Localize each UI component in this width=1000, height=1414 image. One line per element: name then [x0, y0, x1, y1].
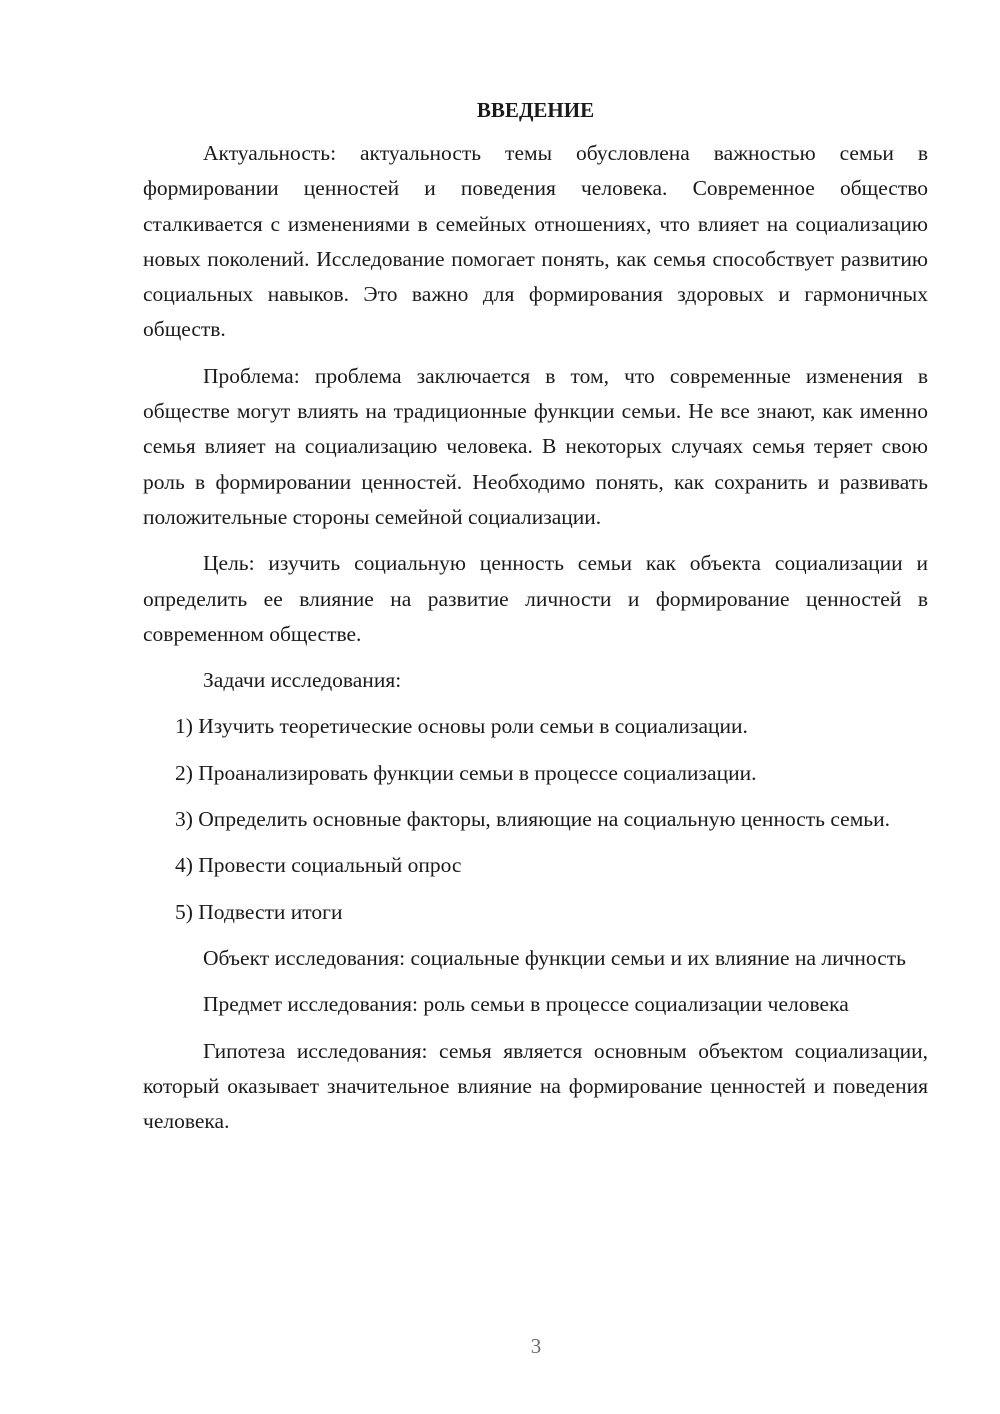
- list-item: 1) Изучить теоретические основы роли семьи в социализации.: [175, 714, 748, 739]
- hypothesis-paragraph: Гипотеза исследования: семья является основным объектом социализации, который оказывает значительное влияние на формирование ценностей и поведения человека.: [143, 1038, 928, 1134]
- list-item: 5) Подвести итоги: [175, 899, 343, 924]
- goal-paragraph: Цель: изучить социальную ценность семьи как объекта социализации и определить ее влияние на развитие личности и формирование ценностей в современном обществе.: [143, 551, 928, 646]
- problem-paragraph: Проблема: проблема заключается в том, что современные изменения в обществе могут влиять на традиционные функции семьи. Не все знают, как именно семья влияет на социализацию человека. В некоторых случаях семья теряет свою роль в формировании ценностей. Необходимо понять, как сохранить и развивать положительные стороны семейной социализации.: [143, 363, 928, 529]
- page-content: [143, 94, 928, 1139]
- list-item: 2) Проанализировать функции семьи в процессе социализации.: [175, 760, 757, 785]
- relevance-paragraph: Актуальность: актуальность темы обусловлена важностью семьи в формировании ценностей и поведения человека. Современное общество сталкивается с изменениями в семейных отношениях, что влияет на социализацию новых поколений. Исследование помогает понять, как семья способствует развитию социальных навыков. Это важно для формирования здоровых и гармоничных обществ.: [143, 141, 928, 342]
- page-number: 3: [530, 1334, 542, 1358]
- tasks-title: Задачи исследования:: [203, 668, 402, 693]
- subject-paragraph: Предмет исследования: роль семьи в процессе социализации человека: [203, 992, 849, 1017]
- tasks-list: [143, 709, 928, 929]
- page-title: ВВЕДЕНИЕ: [476, 98, 595, 122]
- object-paragraph: Объект исследования: социальные функции семьи и их влияние на личность: [203, 945, 906, 970]
- list-item: 4) Провести социальный опрос: [175, 853, 462, 878]
- list-item: 3) Определить основные факторы, влияющие на социальную ценность семьи.: [175, 807, 890, 832]
